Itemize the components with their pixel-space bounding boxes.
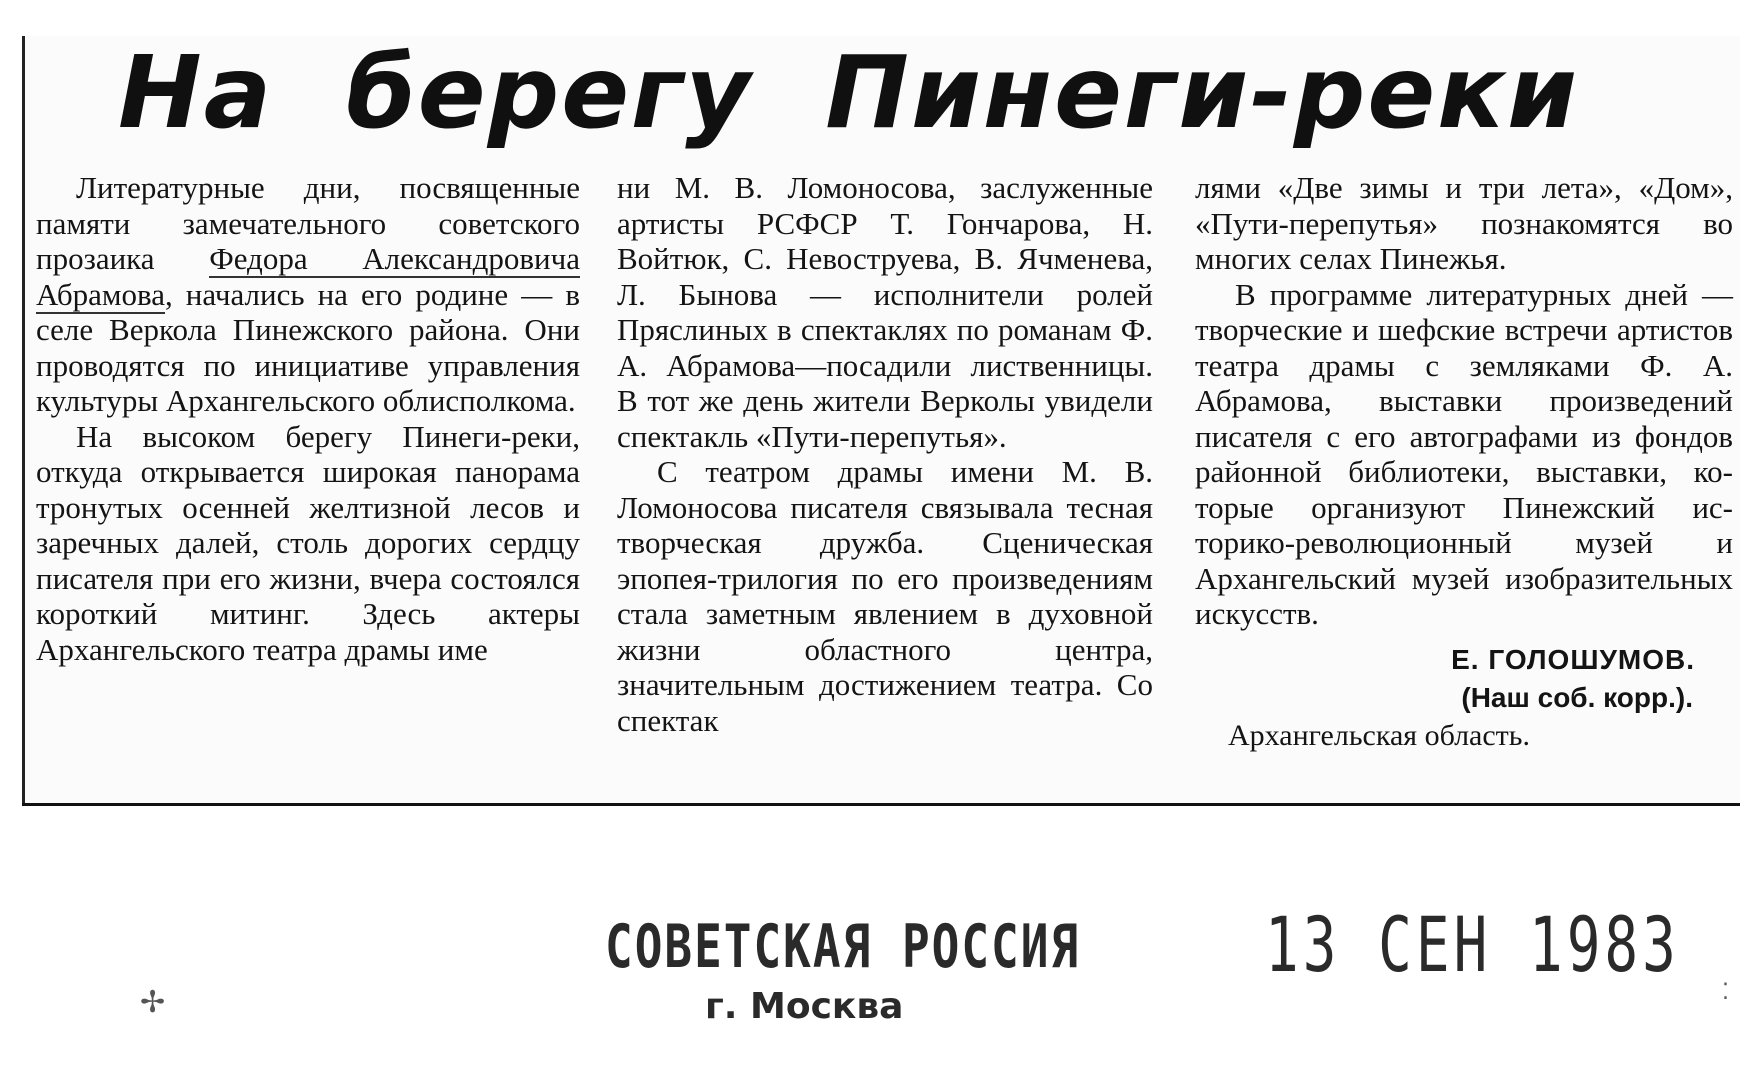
clipping-bottom-border (22, 803, 1740, 806)
ink-speck: ⁚ (1722, 980, 1729, 1005)
article-paragraph: ни М. В. Ломоносова, заслуженные артисты РСФСР Т. Гончарова, Н. Войтюк, С. Невоструева, В. Ячменева, Л. Бынова — исполнители ролей Пряслиных в спектаклях по романам Ф. А. Абрамова—посадили лиственницы. В тот же день жители Верколы увидели спектакль «Пути-перепутья». (617, 170, 1153, 454)
article-paragraph (36, 170, 580, 419)
date-stamp: 13 СЕН 1983 (1265, 902, 1680, 991)
underlined-name: Федора Александровича Абрамова (36, 241, 580, 312)
article-column-1 (36, 170, 580, 667)
article-paragraph: С театром драмы имени М. В. Ломоносова писателя связывала тесная творческая дружба. Сценическая эпопея-трилогия по его произведениям стала заметным явлением в духовной жизни областного центра, значительным достижением театра. Со спектак (617, 454, 1153, 738)
ink-speck: ✢ (140, 985, 166, 1020)
paragraph-text: Литературные дни, посвященные памяти замечательного советского прозаика (36, 170, 580, 276)
article-column-2 (617, 170, 1153, 738)
newspaper-name-stamp: СОВЕТСКАЯ РОССИЯ (605, 911, 1081, 982)
article-paragraph: В программе литературных дней — творческие и шефские встречи артистов театра драмы с земляками Ф. А. Абрамова, выставки произведений писателя с его автографами из фондов районной библиотеки, выставки, которые организуют Пинежский историко-революционный музей и Архангельский музей изобразительных искусств. (1195, 276, 1733, 631)
author-byline: Е. ГОЛОШУМОВ. (1451, 643, 1695, 675)
article-headline: На берегу Пинеги-реки (118, 34, 1580, 151)
correspondent-note: (Наш соб. корр.). (1461, 681, 1693, 713)
article-column-3 (1195, 170, 1733, 754)
paragraph-text: , начались на его родине — в селе Веркола Пинежского района. Они проводятся по инициативе управления культуры Архангельского облисполкома. (36, 276, 580, 418)
article-paragraph: лями «Две зимы и три лета», «Дом», «Пути-перепутья» познакомятся во многих селах Пинежья. (1195, 170, 1733, 276)
dateline-region: Архангельская область. (1228, 718, 1530, 752)
clipping-left-border (22, 36, 25, 804)
city-stamp: г. Москва (705, 986, 904, 1027)
article-paragraph: На высоком берегу Пинеги-реки, откуда открывается широкая панорама тронутых осенней желтизной лесов и заречных далей, столь дорогих сердцу писателя при его жизни, вчера состоялся короткий митинг. Здесь актеры Архангельского театра драмы име (36, 418, 580, 667)
